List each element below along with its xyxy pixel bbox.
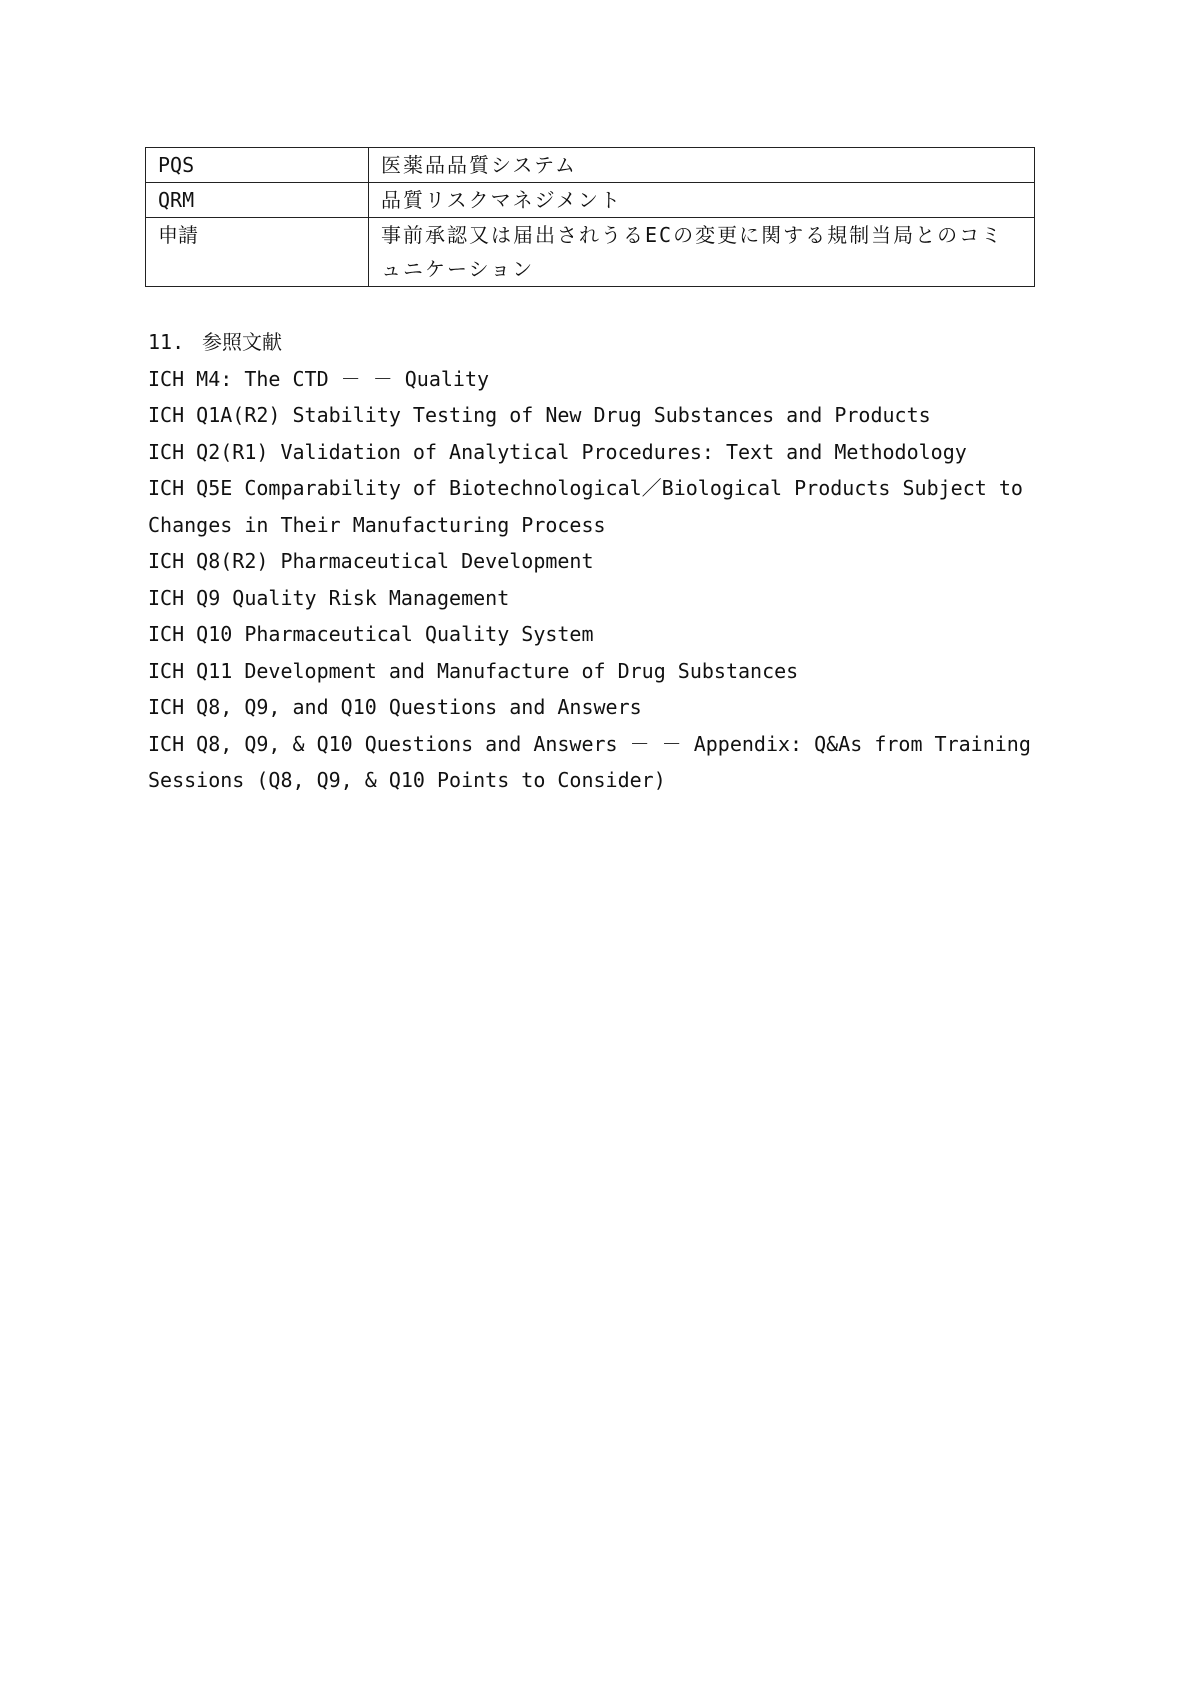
glossary-term: 申請 bbox=[146, 218, 369, 287]
glossary-term: PQS bbox=[146, 148, 369, 183]
table-row bbox=[146, 183, 1035, 218]
reference-list bbox=[148, 361, 1038, 799]
reference-item: ICH Q11 Development and Manufacture of Drug Substances bbox=[148, 658, 799, 683]
table-row bbox=[146, 218, 1035, 287]
references-heading bbox=[148, 324, 1038, 361]
glossary-definition: 事前承認又は届出されうるECの変更に関する規制当局とのコミュニケーション bbox=[369, 218, 1035, 287]
glossary-table bbox=[145, 147, 1035, 287]
reference-item: ICH Q2(R1) Validation of Analytical Procedures: Text and Methodology bbox=[148, 439, 967, 464]
reference-item: ICH M4: The CTD － － Quality bbox=[148, 366, 490, 391]
glossary-definition: 医薬品品質システム bbox=[369, 148, 1035, 183]
glossary-term: QRM bbox=[146, 183, 369, 218]
reference-item: ICH Q8, Q9, & Q10 Questions and Answers － － Appendix: Q&As from Training Sessions (Q8, Q9, & Q10 Points to Consider) bbox=[148, 731, 1031, 792]
section-title: 参照文献 bbox=[202, 330, 282, 354]
reference-item: ICH Q1A(R2) Stability Testing of New Drug Substances and Products bbox=[148, 403, 931, 427]
reference-item: ICH Q8, Q9, and Q10 Questions and Answers bbox=[148, 695, 642, 719]
table-row bbox=[146, 148, 1035, 183]
reference-item: ICH Q9 Quality Risk Management bbox=[148, 585, 510, 610]
glossary-definition: 品質リスクマネジメント bbox=[369, 183, 1035, 218]
reference-item: ICH Q5E Comparability of Biotechnological／Biological Products Subject to Changes in Their Manufacturing Process bbox=[148, 476, 1023, 537]
reference-item: ICH Q8(R2) Pharmaceutical Development bbox=[148, 549, 594, 573]
reference-item: ICH Q10 Pharmaceutical Quality System bbox=[148, 622, 594, 646]
section-number: 11. bbox=[148, 330, 185, 354]
references-section bbox=[148, 324, 1038, 799]
